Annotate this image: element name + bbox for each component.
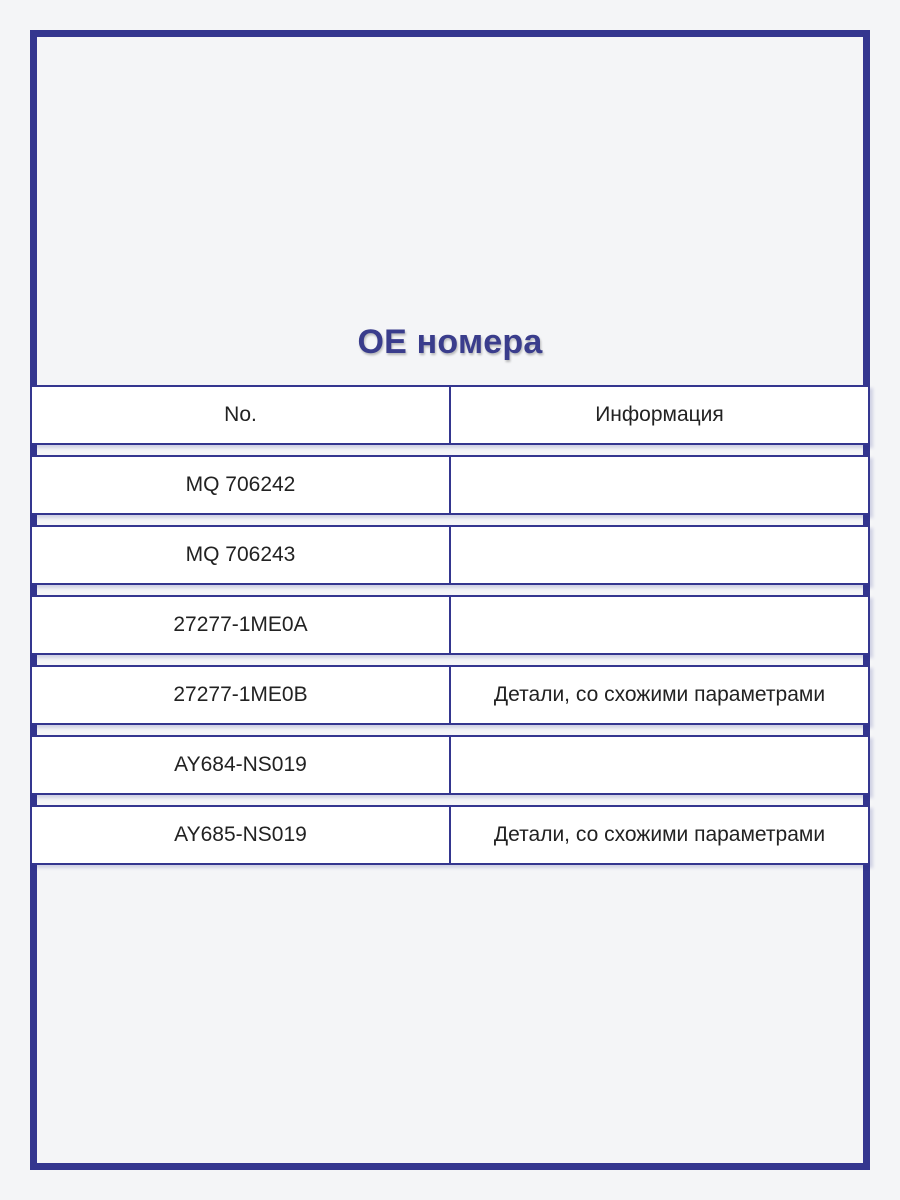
cell-no: MQ 706243 [32, 527, 451, 583]
table-row [30, 805, 870, 865]
cell-no: AY684-NS019 [32, 737, 451, 793]
table-row [30, 525, 870, 585]
table-row [30, 665, 870, 725]
cell-info: Детали, со схожими параметрами [493, 683, 826, 706]
table-row [30, 595, 870, 655]
cell-info [451, 737, 868, 793]
page-title: OE номера [357, 323, 543, 361]
header-no: No. [32, 387, 451, 443]
cell-info [451, 457, 868, 513]
cell-info [451, 527, 868, 583]
table-row [30, 735, 870, 795]
cell-no: 27277-1ME0B [32, 667, 451, 723]
header-info: Информация [595, 403, 724, 426]
cell-no: 27277-1ME0A [32, 597, 451, 653]
cell-no: AY685-NS019 [32, 807, 451, 863]
table-header-row [30, 385, 870, 445]
cell-info: Детали, со схожими параметрами [493, 823, 826, 846]
cell-no: MQ 706242 [32, 457, 451, 513]
table-row [30, 455, 870, 515]
cell-info [451, 597, 868, 653]
